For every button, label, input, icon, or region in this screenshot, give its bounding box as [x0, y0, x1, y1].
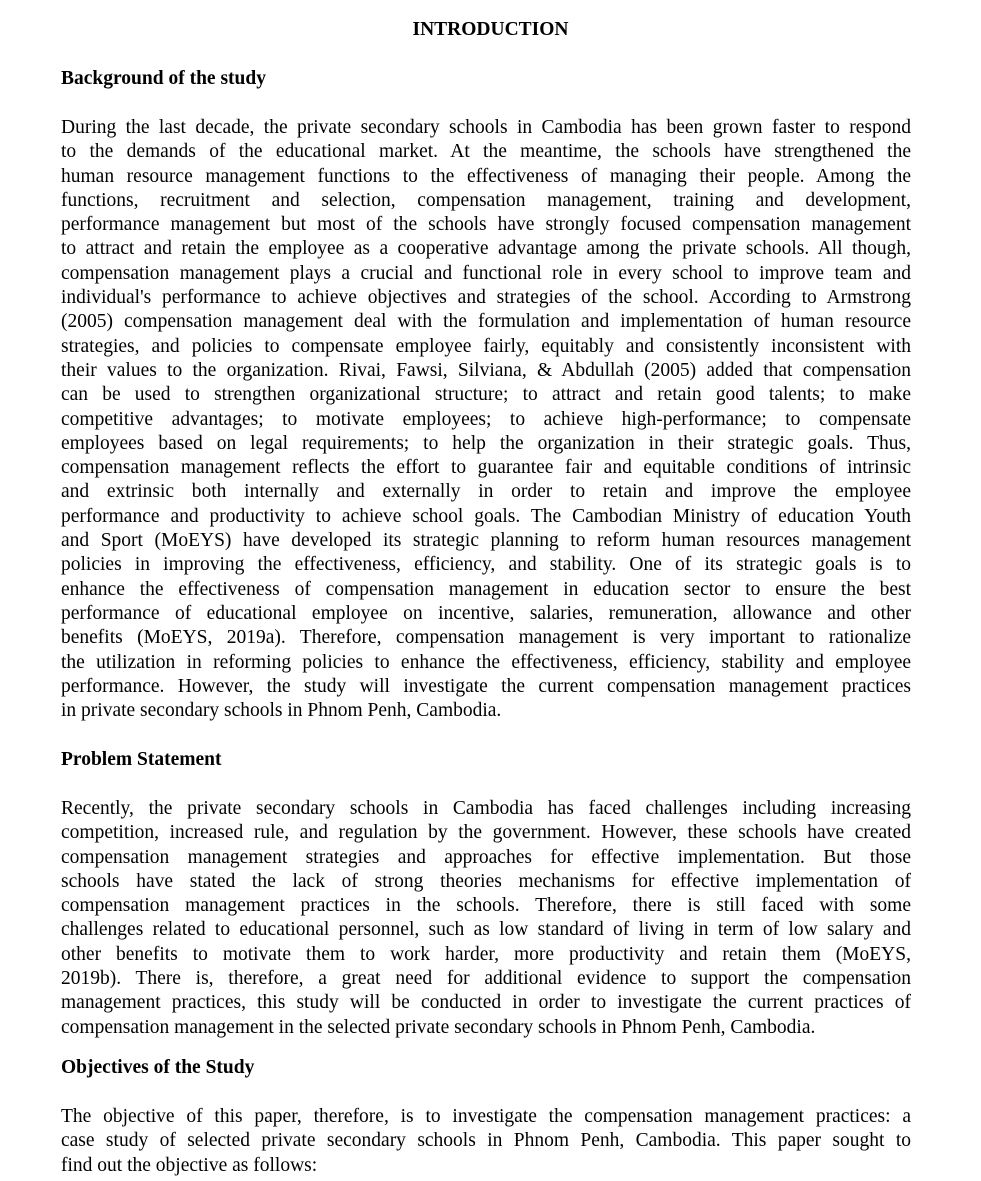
section-heading-problem-statement: Problem Statement [61, 749, 222, 770]
text-line: functions, recruitment and selection, compensation management, training and development, [61, 189, 911, 211]
text-line: to attract and retain the employee as a cooperative advantage among the private schools. All though, [61, 238, 911, 260]
text-line: (2005) compensation management deal with the formulation and implementation of human resource [61, 311, 911, 333]
text-line: benefits (MoEYS, 2019a). Therefore, compensation management is very important to rationalize [61, 627, 911, 649]
section-heading-objectives: Objectives of the Study [61, 1057, 255, 1078]
text-line: other benefits to motivate them to work harder, more productivity and retain them (MoEYS, [61, 943, 911, 965]
text-line: the utilization in reforming policies to enhance the effectiveness, efficiency, stability and employee [61, 651, 911, 673]
text-line: competitive advantages; to motivate employees; to achieve high-performance; to compensate [61, 408, 911, 430]
text-line: can be used to strengthen organizational structure; to attract and retain good talents; to make [61, 384, 911, 406]
paragraph-objectives [61, 1105, 911, 1178]
text-line: challenges related to educational personnel, such as low standard of living in term of low salary and [61, 919, 911, 941]
text-line: to the demands of the educational market. At the meantime, the schools have strengthened the [61, 141, 911, 163]
text-line: compensation management practices in the schools. Therefore, there is still faced with some [61, 895, 911, 917]
text-line: schools have stated the lack of strong theories mechanisms for effective implementation of [61, 870, 911, 892]
text-line: strategies, and policies to compensate employee fairly, equitably and consistently inconsistent with [61, 335, 911, 357]
text-line: individual's performance to achieve objectives and strategies of the school. According to Armstrong [61, 287, 911, 309]
text-line: 2019b). There is, therefore, a great need for additional evidence to support the compensation [61, 968, 911, 990]
text-line: and extrinsic both internally and externally in order to retain and improve the employee [61, 481, 911, 503]
section-heading-background: Background of the study [61, 68, 266, 89]
text-line: employees based on legal requirements; to help the organization in their strategic goals. Thus, [61, 432, 911, 454]
text-line: performance management but most of the schools have strongly focused compensation management [61, 214, 911, 236]
text-line: policies in improving the effectiveness, efficiency, and stability. One of its strategic goals is to [61, 554, 911, 576]
text-line: performance of educational employee on incentive, salaries, remuneration, allowance and other [61, 602, 911, 624]
text-line: in private secondary schools in Phnom Penh, Cambodia. [61, 700, 502, 722]
text-line: case study of selected private secondary schools in Phnom Penh, Cambodia. This paper sought to [61, 1130, 911, 1152]
text-line: find out the objective as follows: [61, 1154, 318, 1176]
text-line: compensation management plays a crucial and functional role in every school to improve team and [61, 262, 911, 284]
text-line: The objective of this paper, therefore, is to investigate the compensation management practices: a [61, 1106, 911, 1127]
text-line: compensation management strategies and approaches for effective implementation. But those [61, 846, 911, 868]
text-line: performance and productivity to achieve school goals. The Cambodian Ministry of education Youth [61, 505, 911, 527]
text-line: and Sport (MoEYS) have developed its strategic planning to reform human resources management [61, 530, 911, 552]
paragraph-problem-statement [61, 797, 911, 1040]
text-line: During the last decade, the private secondary schools in Cambodia has been grown faster to respond [61, 117, 911, 138]
text-line: compensation management in the selected private secondary schools in Phnom Penh, Cambodia. [61, 1016, 816, 1038]
text-line: compensation management reflects the effort to guarantee fair and equitable conditions of intrinsic [61, 457, 911, 479]
text-line: human resource management functions to the effectiveness of managing their people. Among the [61, 165, 911, 187]
text-line: competition, increased rule, and regulation by the government. However, these schools have created [61, 822, 911, 844]
paragraph-background [61, 116, 911, 723]
text-line: management practices, this study will be conducted in order to investigate the current practices of [61, 992, 911, 1014]
text-line: enhance the effectiveness of compensation management in education sector to ensure the best [61, 578, 911, 600]
text-line: their values to the organization. Rivai, Fawsi, Silviana, & Abdullah (2005) added that compensation [61, 359, 911, 381]
text-line: Recently, the private secondary schools in Cambodia has faced challenges including increasing [61, 798, 911, 819]
page-title: INTRODUCTION [412, 19, 569, 40]
text-line: performance. However, the study will investigate the current compensation management practices [61, 675, 911, 697]
